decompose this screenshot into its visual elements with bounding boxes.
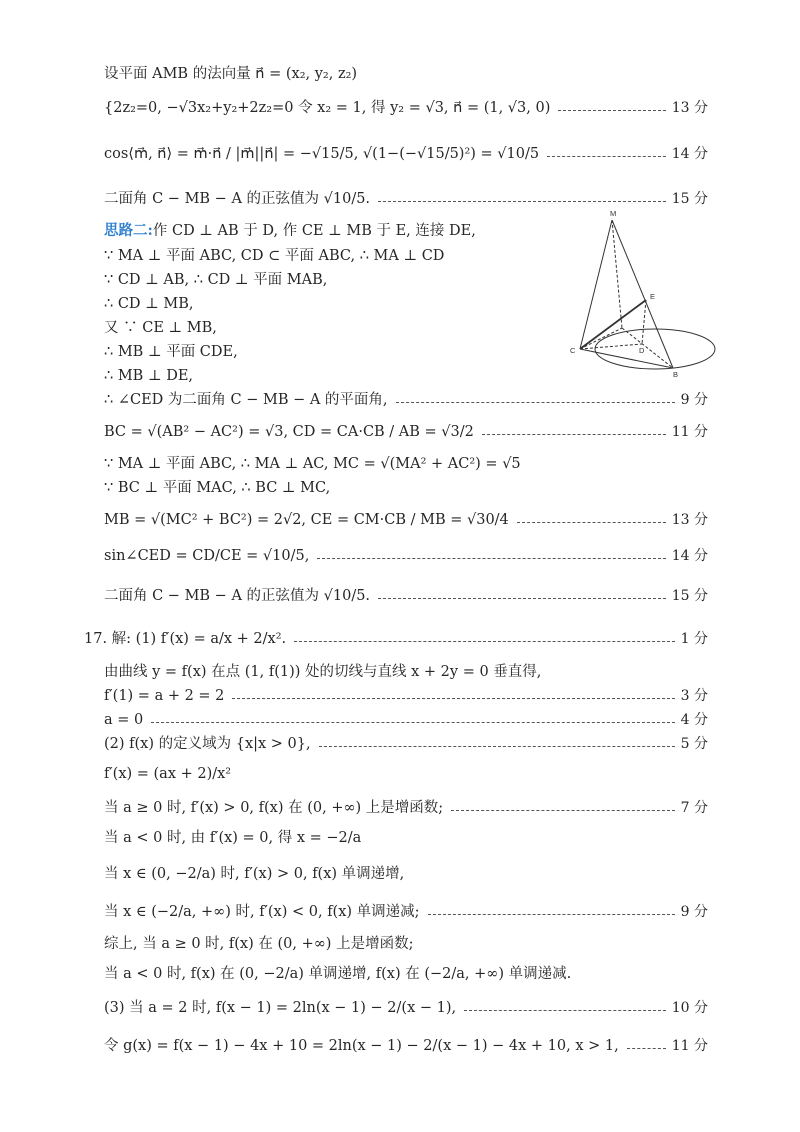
line-f-prime-one: f′(1) = a + 2 = 2 3 分 [104,684,708,708]
line-increasing-interval: 当 x ∈ (0, −2/a) 时, f′(x) > 0, f(x) 单调递增, [104,866,405,882]
label-c: C [570,346,576,355]
line-mc: ∵ MA ⊥ 平面 ABC, ∴ MA ⊥ AC, MC = √(MA² + AC²) = √5 [104,456,521,472]
line-mb-ce: MB = √(MC² + BC²) = 2√2, CE = CM·CB / MB = √30/4 13 分 [104,508,708,532]
score-label: 15 分 [671,191,708,207]
segment-de [642,300,646,344]
score-label: 3 分 [680,688,708,704]
line-approach-two: 思路二: 作 CD ⊥ AB 于 D, 作 CE ⊥ MB 于 E, 连接 DE, [104,219,535,243]
line-summary-2: 当 a < 0 时, f(x) 在 (0, −2/a) 单调递增, f(x) 在 (−2/a, +∞) 单调递减. [104,966,572,982]
line-summary-1: 综上, 当 a ≥ 0 时, f(x) 在 (0, +∞) 上是增函数; [104,936,414,952]
edge-ab [622,328,673,368]
line-define-g: 令 g(x) = f(x − 1) − 4x + 10 = 2ln(x − 1) − 2/(x − 1) − 4x + 10, x > 1, 11 分 [104,1034,708,1058]
line-mb-perp-de: ∴ MB ⊥ DE, [104,368,194,384]
line-system-solve: {2z₂=0, −√3x₂+y₂+2z₂=0 令 x₂ = 1, 得 y₂ = √3, n⃗ = (1, √3, 0) 13 分 [104,96,708,120]
score-label: 9 分 [680,392,708,408]
score-label: 4 分 [680,712,708,728]
line-sin-ced: sin∠CED = CD/CE = √10/5, 14 分 [104,544,708,568]
base-circle [595,329,715,369]
line-bc-perp-mc: ∵ BC ⊥ 平面 MAC, ∴ BC ⊥ MC, [104,480,331,496]
line-mb-perp-plane: ∴ MB ⊥ 平面 CDE, [104,344,238,360]
line-sine-result-2: 二面角 C − MB − A 的正弦值为 √10/5. 15 分 [104,584,708,608]
label-b: B [673,370,679,379]
line-plane-angle: ∴ ∠CED 为二面角 C − MB − A 的平面角, 9 分 [104,388,708,412]
score-label: 1 分 [680,631,708,647]
score-label: 14 分 [671,548,708,564]
approach-two-label: 思路二: [104,222,153,239]
line-case-a-nonneg: 当 a ≥ 0 时, f′(x) > 0, f(x) 在 (0, +∞) 上是增函数; 7 分 [104,796,708,820]
line-cd-perp-mb: ∴ CD ⊥ MB, [104,296,194,312]
score-label: 15 分 [671,588,708,604]
line-sine-result-1: 二面角 C − MB − A 的正弦值为 √10/5. 15 分 [104,187,708,211]
score-label: 13 分 [671,512,708,528]
line-a-zero: a = 0 4 分 [104,708,708,732]
score-label: 11 分 [671,424,708,440]
edge-ma [612,220,622,328]
line-q17-derivative: 17. 解: (1) f′(x) = a/x + 2/x². 1 分 [84,627,708,651]
score-label: 7 分 [680,800,708,816]
line-domain: (2) f(x) 的定义域为 {x|x > 0}, 5 分 [104,732,708,756]
score-label: 10 分 [671,1000,708,1016]
score-label: 5 分 [680,736,708,752]
score-label: 13 分 [671,100,708,116]
edge-cb [580,349,673,368]
line-tangent-condition: 由曲线 y = f(x) 在点 (1, f(1)) 处的切线与直线 x + 2y = 0 垂直得, [104,664,542,680]
line-normal-vector-def: 设平面 AMB 的法向量 n⃗ = (x₂, y₂, z₂) [104,66,358,82]
score-label: 14 分 [671,146,708,162]
line-decreasing-interval: 当 x ∈ (−2/a, +∞) 时, f′(x) < 0, f(x) 单调递减; 9 分 [104,900,708,924]
line-cd-perp-plane: ∵ CD ⊥ AB, ∴ CD ⊥ 平面 MAB, [104,272,328,288]
line-bc-cd: BC = √(AB² − AC²) = √3, CD = CA·CB / AB = √3/2 11 分 [104,420,708,444]
line-cosine: cos⟨m⃗, n⃗⟩ = m⃗·n⃗ / |m⃗||n⃗| = −√15/5, √(1−(−√15/5)²) = √10/5 14 分 [104,142,708,166]
score-label: 11 分 [671,1038,708,1054]
cone-geometry-figure [560,205,720,385]
line-part3-substitution: (3) 当 a = 2 时, f(x − 1) = 2ln(x − 1) − 2/(x − 1), 10 分 [104,996,708,1020]
label-d: D [639,346,645,355]
line-ma-perp-cd: ∵ MA ⊥ 平面 ABC, CD ⊂ 平面 ABC, ∴ MA ⊥ CD [104,248,445,264]
line-case-a-neg: 当 a < 0 时, 由 f′(x) = 0, 得 x = −2/a [104,830,362,846]
line-ce-perp-mb: 又 ∵ CE ⊥ MB, [104,320,217,336]
score-label: 9 分 [680,904,708,920]
label-m: M [610,209,617,218]
line-f-prime-general: f′(x) = (ax + 2)/x² [104,766,232,782]
label-e: E [650,292,656,301]
